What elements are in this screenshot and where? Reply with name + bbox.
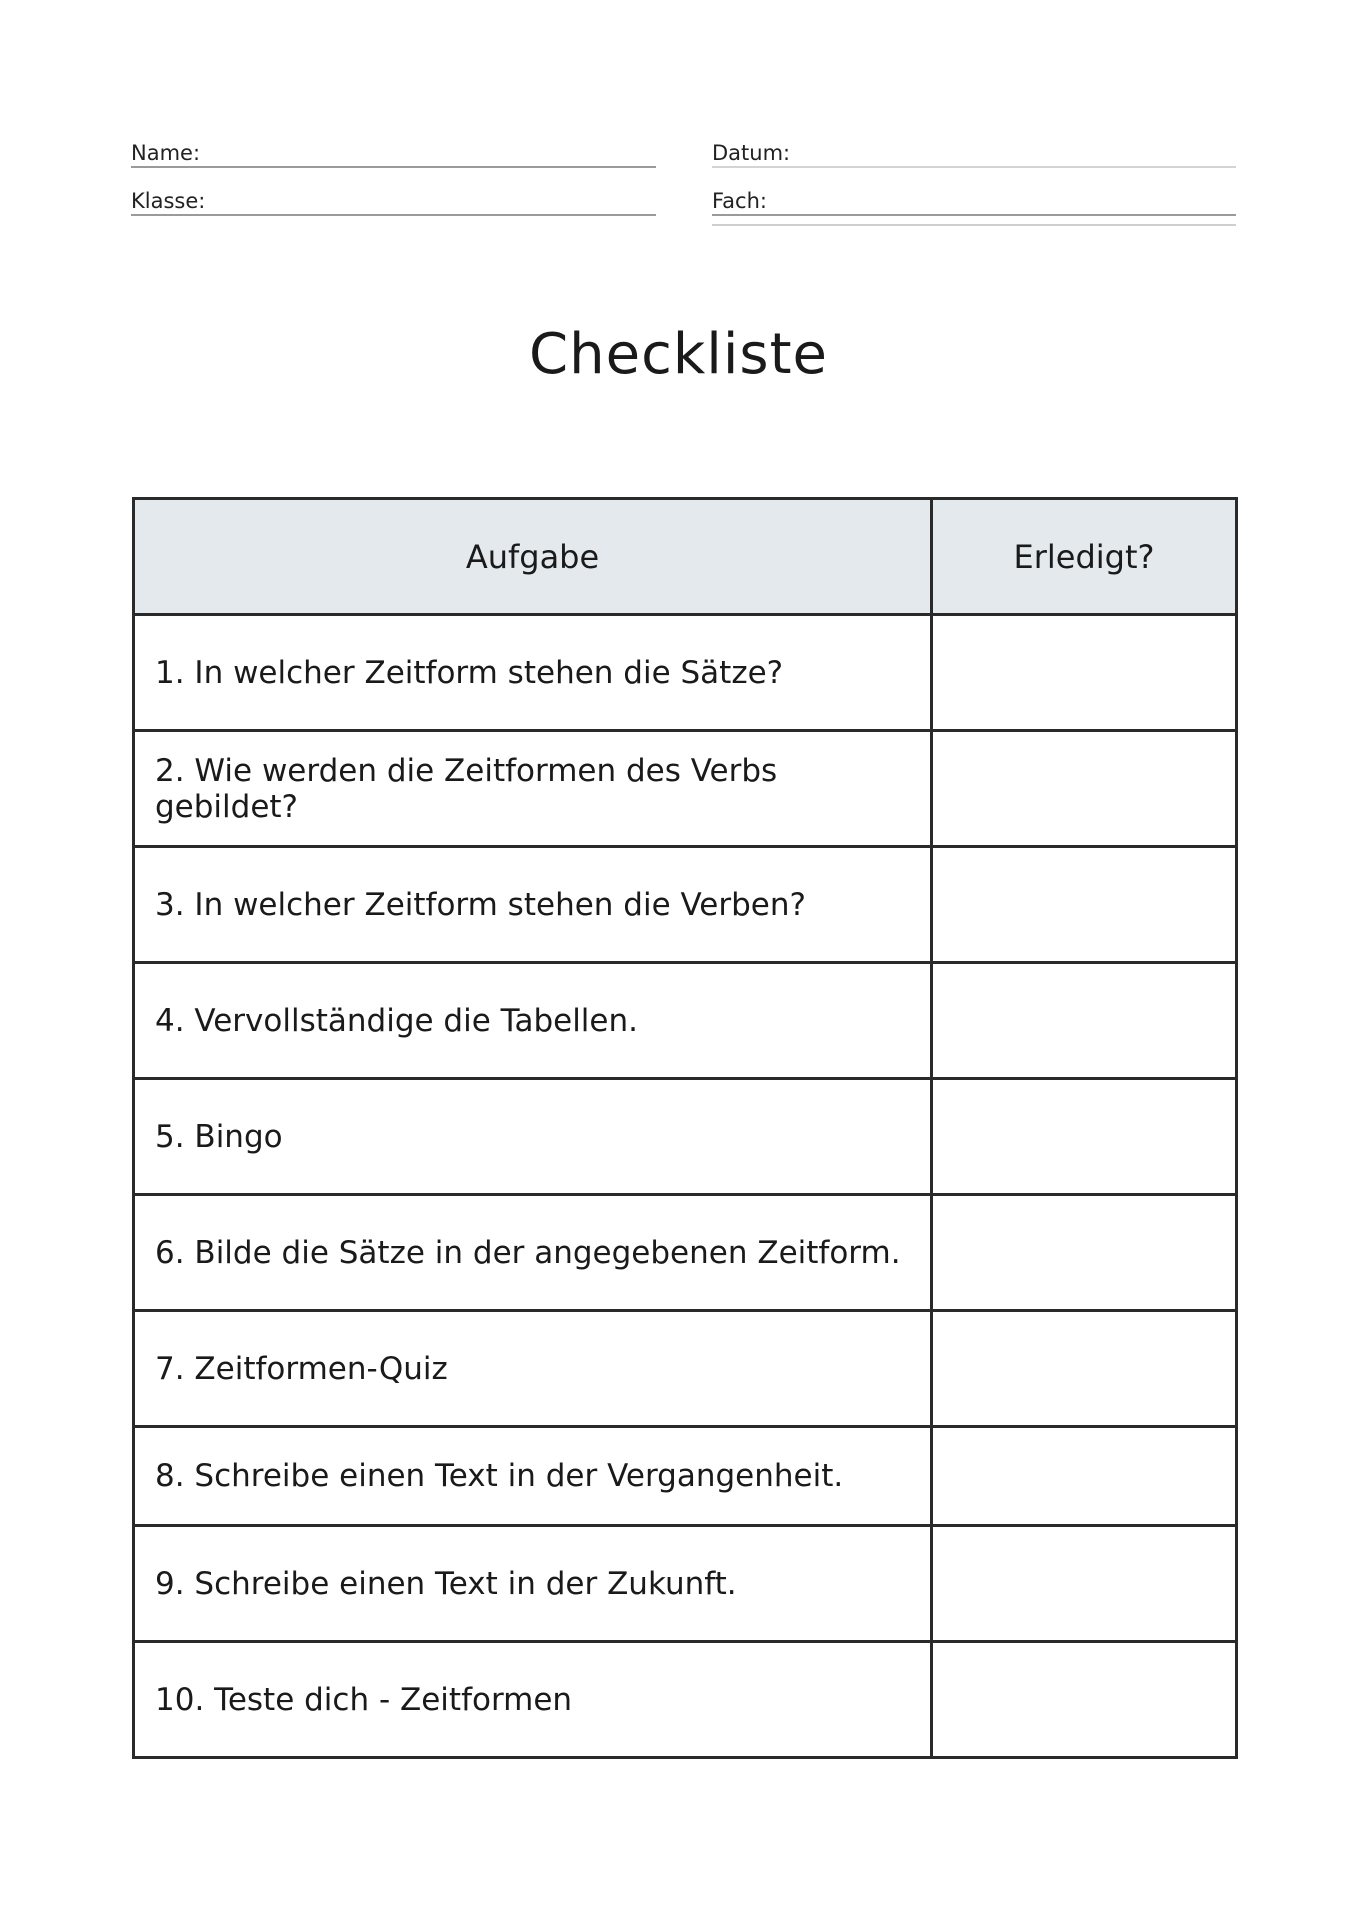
name-label: Name: bbox=[131, 141, 201, 165]
done-cell[interactable] bbox=[932, 615, 1237, 731]
task-cell: 3. In welcher Zeitform stehen die Verben? bbox=[134, 847, 932, 963]
table-row bbox=[134, 1427, 1237, 1526]
done-cell[interactable] bbox=[932, 1427, 1237, 1526]
done-cell[interactable] bbox=[932, 1311, 1237, 1427]
task-cell: 10. Teste dich - Zeitformen bbox=[134, 1642, 932, 1758]
fach-label: Fach: bbox=[712, 189, 767, 213]
header-aufgabe: Aufgabe bbox=[134, 499, 932, 615]
fach-field[interactable] bbox=[712, 186, 1236, 216]
task-cell: 8. Schreibe einen Text in der Vergangenheit. bbox=[134, 1427, 932, 1526]
fach-second-line bbox=[712, 224, 1236, 226]
table-row bbox=[134, 615, 1237, 731]
table-header-row bbox=[134, 499, 1237, 615]
fach-line bbox=[712, 214, 1236, 216]
task-cell: 7. Zeitformen-Quiz bbox=[134, 1311, 932, 1427]
done-cell[interactable] bbox=[932, 1195, 1237, 1311]
name-line bbox=[131, 166, 656, 168]
task-cell: 4. Vervollständige die Tabellen. bbox=[134, 963, 932, 1079]
klasse-label: Klasse: bbox=[131, 189, 206, 213]
datum-line bbox=[712, 166, 1236, 168]
task-cell: 1. In welcher Zeitform stehen die Sätze? bbox=[134, 615, 932, 731]
table-row bbox=[134, 847, 1237, 963]
table-row bbox=[134, 1526, 1237, 1642]
done-cell[interactable] bbox=[932, 1526, 1237, 1642]
klasse-line bbox=[131, 214, 656, 216]
done-cell[interactable] bbox=[932, 847, 1237, 963]
datum-label: Datum: bbox=[712, 141, 791, 165]
klasse-field[interactable] bbox=[131, 186, 656, 216]
task-cell: 9. Schreibe einen Text in der Zukunft. bbox=[134, 1526, 932, 1642]
done-cell[interactable] bbox=[932, 731, 1237, 847]
done-cell[interactable] bbox=[932, 1642, 1237, 1758]
header-erledigt: Erledigt? bbox=[932, 499, 1237, 615]
done-cell[interactable] bbox=[932, 1079, 1237, 1195]
checklist-table bbox=[132, 497, 1238, 1759]
task-cell: 2. Wie werden die Zeitformen des Verbs gebildet? bbox=[134, 731, 932, 847]
table-row bbox=[134, 963, 1237, 1079]
table-row bbox=[134, 1195, 1237, 1311]
done-cell[interactable] bbox=[932, 963, 1237, 1079]
page-title: Checkliste bbox=[529, 322, 828, 387]
table-row bbox=[134, 1311, 1237, 1427]
datum-field[interactable] bbox=[712, 138, 1236, 168]
table-row bbox=[134, 731, 1237, 847]
task-cell: 6. Bilde die Sätze in der angegebenen Zeitform. bbox=[134, 1195, 932, 1311]
task-cell: 5. Bingo bbox=[134, 1079, 932, 1195]
table-row bbox=[134, 1642, 1237, 1758]
name-field[interactable] bbox=[131, 138, 656, 168]
table-row bbox=[134, 1079, 1237, 1195]
